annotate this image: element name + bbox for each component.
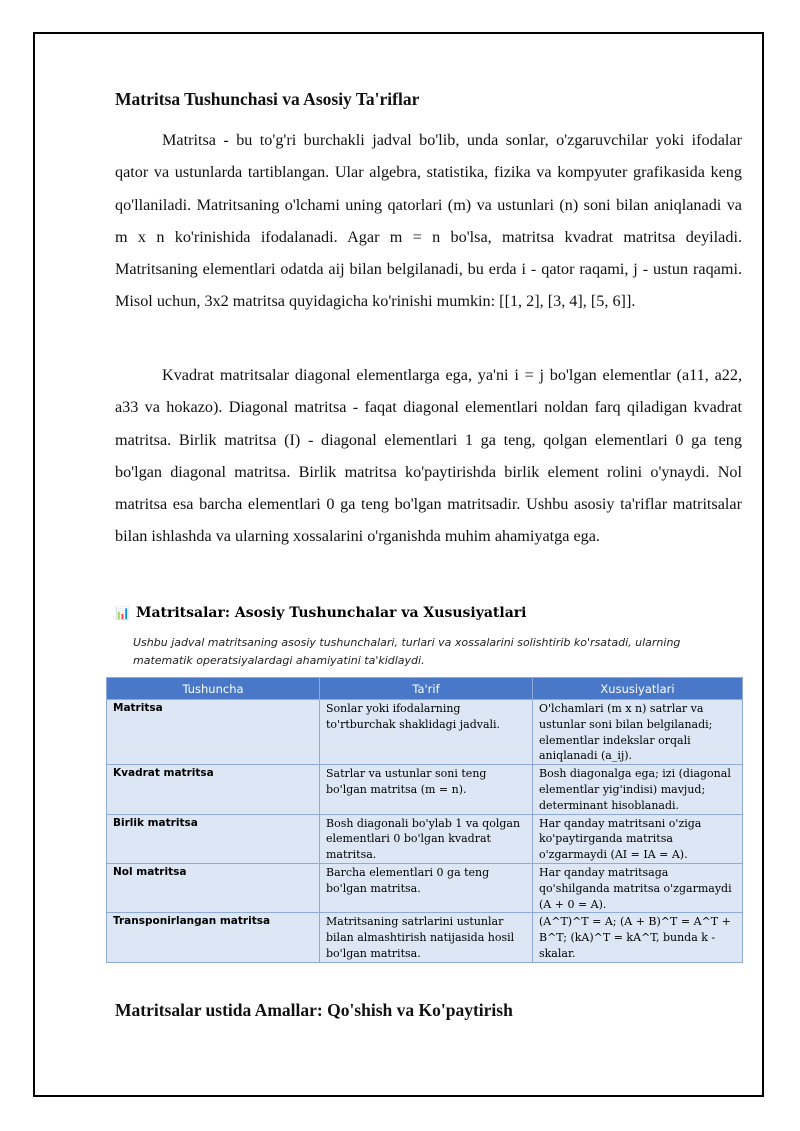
table-row [107,700,743,765]
section-title: Matritsalar ustida Amallar: Qo'shish va Ko'paytirish [115,1000,513,1020]
table-row [107,913,743,962]
section-title: Matritsa Tushunchasi va Asosiy Ta'riflar [115,89,420,109]
bar-chart-icon: 📊 [115,606,130,620]
table-cell-definition: Barcha elementlari 0 ga teng bo'lgan matritsa. [320,863,533,912]
table-cell-definition: Sonlar yoki ifodalarning to'rtburchak shaklidagi jadvali. [320,700,533,765]
column-header: Ta'rif [320,678,533,700]
table-cell-properties: (A^T)^T = A; (A + B)^T = A^T + B^T; (kA)^T = kA^T, bunda k - skalar. [533,913,743,962]
column-header: Xususiyatlari [533,678,743,700]
paragraph: Matritsa - bu to'g'ri burchakli jadval bo'lib, unda sonlar, o'zgaruvchilar yoki ifodalar qator va ustunlarda tartiblangan. Ular algebra, statistika, fizika va kompyuter grafikasida keng qo'llaniladi. Matritsaning o'lchami uning qatorlari (m) va ustunlari (n) soni bilan aniqlanadi va m x n ko'rinishida ifodalanadi. Agar m = n bo'lsa, matritsa kvadrat matritsa deyiladi. Matritsaning elementlari odatda aij bilan belgilanadi, bu erda i - qator raqami, j - ustun raqami. Misol uchun, 3x2 matritsa quyidagicha ko'rinishi mumkin: [[1, 2], [3, 4], [5, 6]]. [115,131,742,311]
table-cell-concept: Matritsa [107,700,320,765]
table-row [107,814,743,863]
table-cell-concept: Transponirlangan matritsa [107,913,320,962]
table-cell-definition: Matritsaning satrlarini ustunlar bilan almashtirish natijasida hosil bo'lgan matritsa. [320,913,533,962]
table-note: Ushbu jadval matritsaning asosiy tushunchalari, turlari va xossalarini solishtirib ko'rsatadi, ularning matematik operatsiyalardagi ahamiyatini ta'kidlaydi. [133,636,681,667]
table-cell-concept: Birlik matritsa [107,814,320,863]
table-cell-definition: Bosh diagonali bo'ylab 1 va qolgan elementlari 0 bo'lgan kvadrat matritsa. [320,814,533,863]
table-cell-definition: Satrlar va ustunlar soni teng bo'lgan matritsa (m = n). [320,765,533,814]
paragraph: Kvadrat matritsalar diagonal elementlarga ega, ya'ni i = j bo'lgan elementlar (a11, a22, a33 va hokazo). Diagonal matritsa - faqat diagonal elementlari noldan farq qiladigan kvadrat matritsa. Birlik matritsa (I) - diagonal elementlari 1 ga teng, qolgan elementlari 0 ga teng bo'lgan diagonal matritsa. Birlik matritsa ko'paytirishda birlik element rolini o'ynaydi. Nol matritsa esa barcha elementlari 0 ga teng bo'lgan matritsadir. Ushbu asosiy ta'riflar matritsalar bilan ishlashda va ularning xossalarini o'rganishda muhim ahamiyatga ega. [115,366,742,546]
table-cell-concept: Kvadrat matritsa [107,765,320,814]
table-cell-properties: O'lchamlari (m x n) satrlar va ustunlar soni bilan belgilanadi; elementlar indekslar orqali aniqlanadi (a_ij). [533,700,743,765]
table-header-row [107,678,743,700]
table-cell-properties: Har qanday matritsani o'ziga ko'paytirganda matritsa o'zgarmaydi (AI = IA = A). [533,814,743,863]
table-row [107,863,743,912]
concepts-table [106,677,743,963]
table-cell-properties: Bosh diagonalga ega; izi (diagonal elementlar yig'indisi) mavjud; determinant hisoblanadi. [533,765,743,814]
table-caption [115,605,742,621]
column-header: Tushuncha [107,678,320,700]
table-cell-properties: Har qanday matritsaga qo'shilganda matritsa o'zgarmaydi (A + 0 = A). [533,863,743,912]
table-cell-concept: Nol matritsa [107,863,320,912]
table-caption-text: Matritsalar: Asosiy Tushunchalar va Xususiyatlari [135,605,527,621]
table-row [107,765,743,814]
